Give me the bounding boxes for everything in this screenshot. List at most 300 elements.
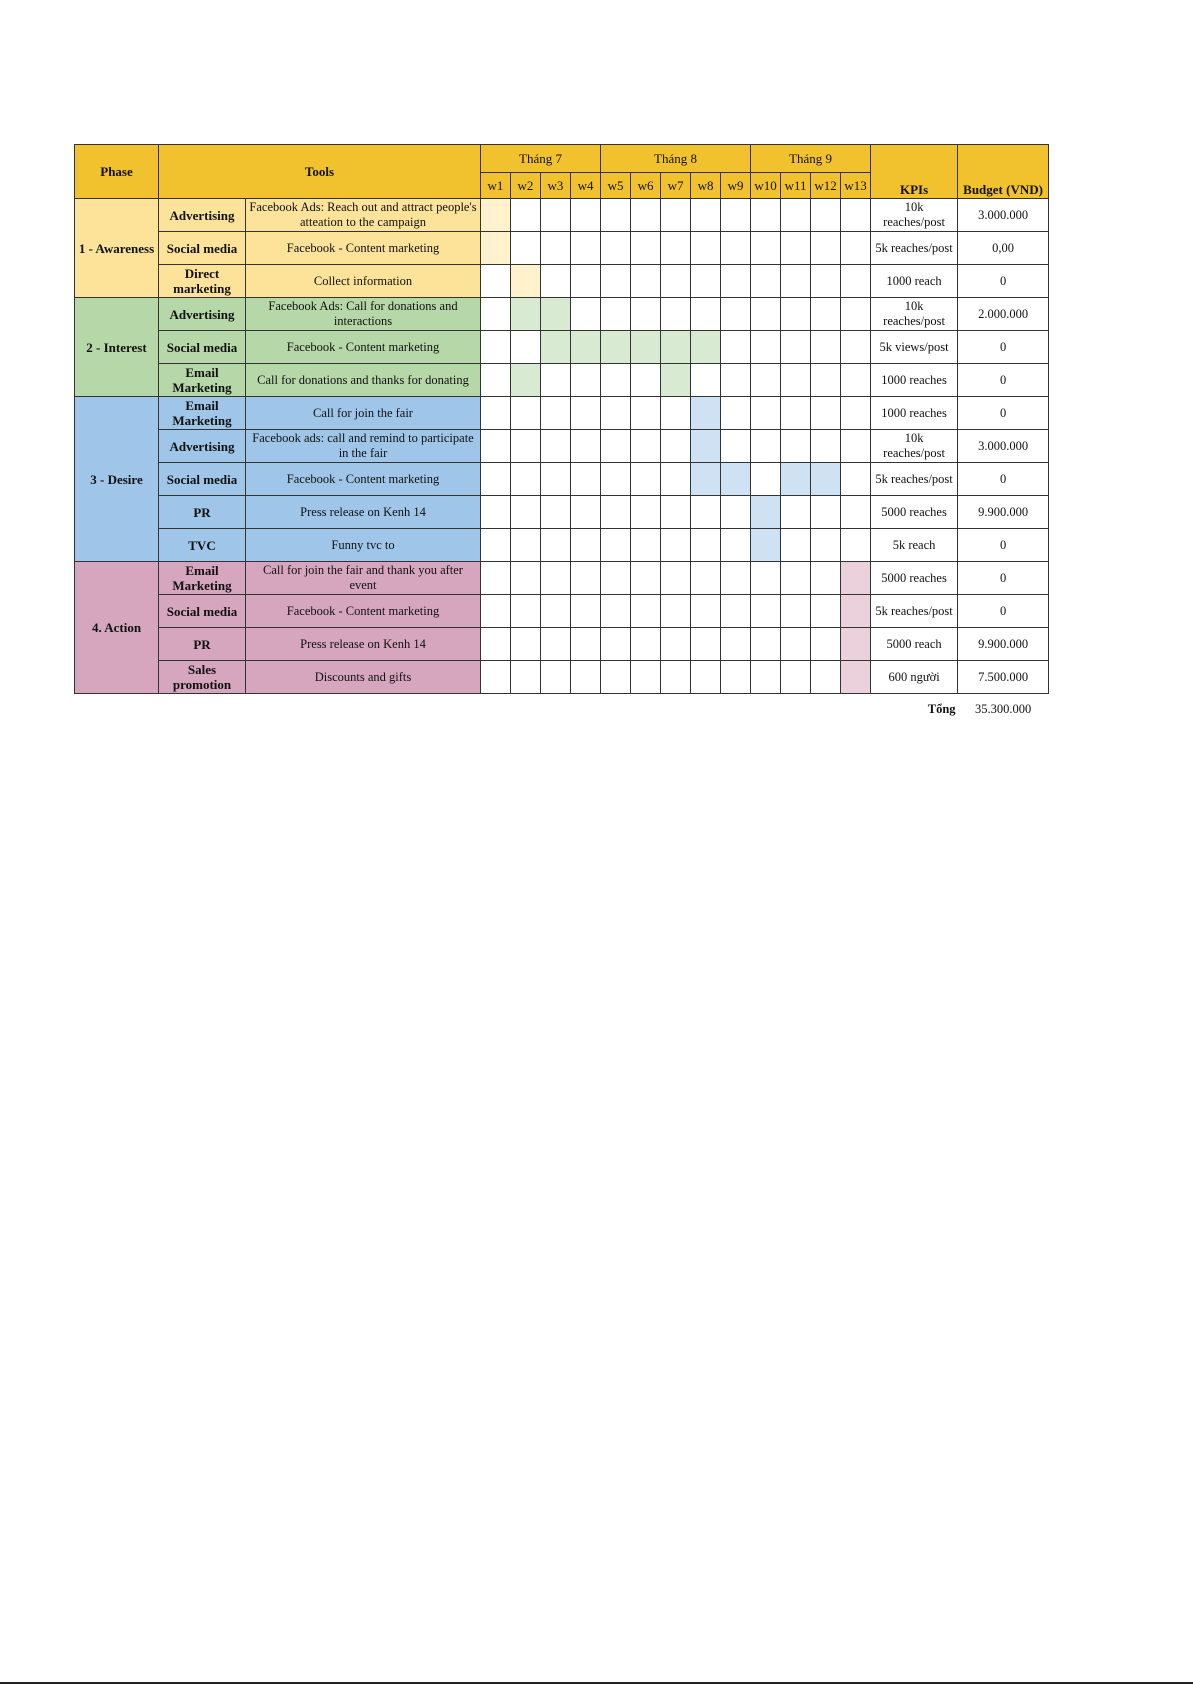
schedule-cell-w10 xyxy=(751,496,781,529)
schedule-cell-w7 xyxy=(661,364,691,397)
schedule-cell-w1 xyxy=(481,529,511,562)
tool-name: Advertising xyxy=(159,298,246,331)
schedule-cell-w4 xyxy=(571,661,601,694)
schedule-cell-w7 xyxy=(661,232,691,265)
schedule-cell-w7 xyxy=(661,529,691,562)
tool-name: Sales promotion xyxy=(159,661,246,694)
schedule-cell-w2 xyxy=(511,331,541,364)
schedule-cell-w6 xyxy=(631,397,661,430)
schedule-cell-w6 xyxy=(631,199,661,232)
schedule-cell-w12 xyxy=(811,199,841,232)
schedule-cell-w2 xyxy=(511,397,541,430)
schedule-cell-w13 xyxy=(841,265,871,298)
schedule-cell-w13 xyxy=(841,364,871,397)
header-month-9: Tháng 9 xyxy=(751,145,871,173)
kpi-value: 1000 reaches xyxy=(871,364,958,397)
schedule-cell-w8 xyxy=(691,298,721,331)
schedule-cell-w8 xyxy=(691,265,721,298)
table-row xyxy=(75,595,1049,628)
schedule-cell-w11 xyxy=(781,298,811,331)
table-row xyxy=(75,364,1049,397)
schedule-cell-w13 xyxy=(841,529,871,562)
schedule-cell-w4 xyxy=(571,529,601,562)
schedule-cell-w2 xyxy=(511,496,541,529)
schedule-cell-w7 xyxy=(661,199,691,232)
schedule-cell-w8 xyxy=(691,232,721,265)
schedule-cell-w7 xyxy=(661,298,691,331)
tool-name: Email Marketing xyxy=(159,397,246,430)
tool-name: Advertising xyxy=(159,199,246,232)
schedule-cell-w11 xyxy=(781,463,811,496)
header-week-4: w4 xyxy=(571,173,601,199)
schedule-cell-w6 xyxy=(631,529,661,562)
schedule-cell-w12 xyxy=(811,595,841,628)
schedule-cell-w13 xyxy=(841,232,871,265)
schedule-cell-w4 xyxy=(571,562,601,595)
schedule-cell-w10 xyxy=(751,529,781,562)
schedule-cell-w3 xyxy=(541,298,571,331)
tool-description: Call for donations and thanks for donating xyxy=(246,364,481,397)
schedule-cell-w10 xyxy=(751,463,781,496)
schedule-cell-w5 xyxy=(601,496,631,529)
table-row xyxy=(75,298,1049,331)
schedule-cell-w1 xyxy=(481,430,511,463)
schedule-cell-w10 xyxy=(751,628,781,661)
schedule-cell-w9 xyxy=(721,430,751,463)
tool-name: Social media xyxy=(159,463,246,496)
table-row xyxy=(75,496,1049,529)
budget-value: 7.500.000 xyxy=(958,661,1049,694)
schedule-cell-w6 xyxy=(631,463,661,496)
schedule-cell-w4 xyxy=(571,265,601,298)
schedule-cell-w1 xyxy=(481,364,511,397)
schedule-cell-w12 xyxy=(811,529,841,562)
header-week-3: w3 xyxy=(541,173,571,199)
page-bottom-rule xyxy=(0,1682,1193,1684)
schedule-cell-w9 xyxy=(721,397,751,430)
header-week-5: w5 xyxy=(601,173,631,199)
schedule-cell-w2 xyxy=(511,595,541,628)
schedule-cell-w12 xyxy=(811,628,841,661)
schedule-cell-w2 xyxy=(511,298,541,331)
schedule-cell-w9 xyxy=(721,496,751,529)
schedule-cell-w10 xyxy=(751,331,781,364)
schedule-cell-w3 xyxy=(541,397,571,430)
kpi-value: 5000 reaches xyxy=(871,496,958,529)
schedule-cell-w11 xyxy=(781,232,811,265)
phase-label: 2 - Interest xyxy=(75,298,159,397)
budget-value: 3.000.000 xyxy=(958,199,1049,232)
schedule-cell-w8 xyxy=(691,595,721,628)
header-phase: Phase xyxy=(75,145,159,199)
schedule-cell-w9 xyxy=(721,265,751,298)
schedule-cell-w13 xyxy=(841,430,871,463)
schedule-cell-w4 xyxy=(571,628,601,661)
header-week-2: w2 xyxy=(511,173,541,199)
table-row xyxy=(75,628,1049,661)
schedule-cell-w6 xyxy=(631,496,661,529)
tool-name: PR xyxy=(159,496,246,529)
schedule-cell-w10 xyxy=(751,232,781,265)
tool-description: Press release on Kenh 14 xyxy=(246,496,481,529)
schedule-cell-w9 xyxy=(721,529,751,562)
schedule-cell-w3 xyxy=(541,430,571,463)
schedule-cell-w4 xyxy=(571,496,601,529)
schedule-cell-w7 xyxy=(661,331,691,364)
schedule-cell-w13 xyxy=(841,199,871,232)
table-row xyxy=(75,463,1049,496)
schedule-cell-w8 xyxy=(691,628,721,661)
schedule-cell-w7 xyxy=(661,595,691,628)
schedule-cell-w6 xyxy=(631,430,661,463)
schedule-cell-w5 xyxy=(601,562,631,595)
kpi-value: 5k reaches/post xyxy=(871,595,958,628)
header-month-8: Tháng 8 xyxy=(601,145,751,173)
kpi-value: 5000 reach xyxy=(871,628,958,661)
schedule-cell-w12 xyxy=(811,232,841,265)
schedule-cell-w9 xyxy=(721,232,751,265)
schedule-cell-w8 xyxy=(691,562,721,595)
tool-name: PR xyxy=(159,628,246,661)
schedule-cell-w2 xyxy=(511,199,541,232)
budget-value: 0 xyxy=(958,364,1049,397)
schedule-cell-w12 xyxy=(811,496,841,529)
schedule-cell-w9 xyxy=(721,661,751,694)
schedule-cell-w1 xyxy=(481,628,511,661)
schedule-cell-w4 xyxy=(571,595,601,628)
schedule-cell-w12 xyxy=(811,331,841,364)
schedule-cell-w8 xyxy=(691,199,721,232)
kpi-value: 10k reaches/post xyxy=(871,430,958,463)
tool-description: Facebook - Content marketing xyxy=(246,595,481,628)
schedule-cell-w10 xyxy=(751,661,781,694)
schedule-cell-w3 xyxy=(541,562,571,595)
schedule-cell-w13 xyxy=(841,331,871,364)
schedule-cell-w5 xyxy=(601,595,631,628)
schedule-cell-w1 xyxy=(481,331,511,364)
header-week-12: w12 xyxy=(811,173,841,199)
plan-body xyxy=(75,199,1049,694)
schedule-cell-w10 xyxy=(751,562,781,595)
header-week-7: w7 xyxy=(661,173,691,199)
schedule-cell-w11 xyxy=(781,331,811,364)
schedule-cell-w1 xyxy=(481,661,511,694)
schedule-cell-w6 xyxy=(631,595,661,628)
schedule-cell-w13 xyxy=(841,661,871,694)
phase-label: 4. Action xyxy=(75,562,159,694)
schedule-cell-w9 xyxy=(721,298,751,331)
schedule-cell-w7 xyxy=(661,496,691,529)
tool-description: Facebook - Content marketing xyxy=(246,232,481,265)
budget-value: 0 xyxy=(958,595,1049,628)
schedule-cell-w4 xyxy=(571,232,601,265)
tool-description: Facebook - Content marketing xyxy=(246,463,481,496)
schedule-cell-w2 xyxy=(511,364,541,397)
tool-description: Discounts and gifts xyxy=(246,661,481,694)
schedule-cell-w5 xyxy=(601,628,631,661)
header-week-13: w13 xyxy=(841,173,871,199)
schedule-cell-w3 xyxy=(541,364,571,397)
schedule-cell-w5 xyxy=(601,298,631,331)
tool-name: Advertising xyxy=(159,430,246,463)
table-row xyxy=(75,265,1049,298)
schedule-cell-w9 xyxy=(721,364,751,397)
schedule-cell-w5 xyxy=(601,529,631,562)
schedule-cell-w1 xyxy=(481,463,511,496)
schedule-cell-w5 xyxy=(601,397,631,430)
schedule-cell-w7 xyxy=(661,265,691,298)
schedule-cell-w7 xyxy=(661,628,691,661)
schedule-cell-w4 xyxy=(571,397,601,430)
schedule-cell-w6 xyxy=(631,364,661,397)
schedule-cell-w2 xyxy=(511,529,541,562)
schedule-cell-w11 xyxy=(781,595,811,628)
table-row xyxy=(75,397,1049,430)
schedule-cell-w10 xyxy=(751,595,781,628)
schedule-cell-w3 xyxy=(541,199,571,232)
schedule-cell-w6 xyxy=(631,661,661,694)
schedule-cell-w10 xyxy=(751,199,781,232)
header-budget: Budget (VND) xyxy=(958,145,1049,199)
schedule-cell-w2 xyxy=(511,265,541,298)
schedule-cell-w13 xyxy=(841,595,871,628)
budget-value: 0 xyxy=(958,562,1049,595)
budget-value: 9.900.000 xyxy=(958,628,1049,661)
schedule-cell-w9 xyxy=(721,199,751,232)
schedule-cell-w1 xyxy=(481,298,511,331)
header-week-8: w8 xyxy=(691,173,721,199)
schedule-cell-w13 xyxy=(841,397,871,430)
schedule-cell-w8 xyxy=(691,496,721,529)
budget-value: 0 xyxy=(958,265,1049,298)
schedule-cell-w6 xyxy=(631,562,661,595)
schedule-cell-w5 xyxy=(601,265,631,298)
schedule-cell-w12 xyxy=(811,661,841,694)
tool-name: Email Marketing xyxy=(159,562,246,595)
schedule-cell-w3 xyxy=(541,232,571,265)
schedule-cell-w10 xyxy=(751,298,781,331)
budget-value: 0 xyxy=(958,463,1049,496)
tool-description: Facebook - Content marketing xyxy=(246,331,481,364)
header-week-1: w1 xyxy=(481,173,511,199)
tool-name: Email Marketing xyxy=(159,364,246,397)
schedule-cell-w1 xyxy=(481,199,511,232)
schedule-cell-w8 xyxy=(691,463,721,496)
schedule-cell-w3 xyxy=(541,496,571,529)
schedule-cell-w12 xyxy=(811,562,841,595)
schedule-cell-w6 xyxy=(631,628,661,661)
schedule-cell-w11 xyxy=(781,397,811,430)
phase-label: 1 - Awareness xyxy=(75,199,159,298)
schedule-cell-w2 xyxy=(511,430,541,463)
schedule-cell-w4 xyxy=(571,298,601,331)
kpi-value: 1000 reaches xyxy=(871,397,958,430)
schedule-cell-w12 xyxy=(811,265,841,298)
header-week-10: w10 xyxy=(751,173,781,199)
schedule-cell-w1 xyxy=(481,397,511,430)
schedule-cell-w10 xyxy=(751,364,781,397)
phase-label: 3 - Desire xyxy=(75,397,159,562)
schedule-cell-w10 xyxy=(751,397,781,430)
total-row xyxy=(75,694,1049,725)
schedule-cell-w13 xyxy=(841,628,871,661)
schedule-cell-w7 xyxy=(661,661,691,694)
header-month-7: Tháng 7 xyxy=(481,145,601,173)
kpi-value: 5k reach xyxy=(871,529,958,562)
tool-name: TVC xyxy=(159,529,246,562)
schedule-cell-w2 xyxy=(511,463,541,496)
schedule-cell-w11 xyxy=(781,265,811,298)
schedule-cell-w4 xyxy=(571,430,601,463)
schedule-cell-w6 xyxy=(631,331,661,364)
table-row xyxy=(75,199,1049,232)
table-row xyxy=(75,430,1049,463)
schedule-cell-w4 xyxy=(571,364,601,397)
schedule-cell-w3 xyxy=(541,628,571,661)
schedule-cell-w11 xyxy=(781,199,811,232)
kpi-value: 10k reaches/post xyxy=(871,199,958,232)
table-row xyxy=(75,331,1049,364)
kpi-value: 5k reaches/post xyxy=(871,232,958,265)
tool-description: Collect information xyxy=(246,265,481,298)
budget-value: 0 xyxy=(958,331,1049,364)
schedule-cell-w3 xyxy=(541,661,571,694)
schedule-cell-w9 xyxy=(721,331,751,364)
schedule-cell-w6 xyxy=(631,265,661,298)
schedule-cell-w9 xyxy=(721,628,751,661)
schedule-cell-w11 xyxy=(781,628,811,661)
schedule-cell-w5 xyxy=(601,331,631,364)
schedule-cell-w7 xyxy=(661,562,691,595)
schedule-cell-w4 xyxy=(571,463,601,496)
schedule-cell-w2 xyxy=(511,562,541,595)
schedule-cell-w3 xyxy=(541,463,571,496)
table-row xyxy=(75,562,1049,595)
schedule-cell-w11 xyxy=(781,496,811,529)
schedule-cell-w5 xyxy=(601,199,631,232)
schedule-cell-w13 xyxy=(841,496,871,529)
schedule-cell-w6 xyxy=(631,232,661,265)
schedule-cell-w2 xyxy=(511,232,541,265)
schedule-cell-w13 xyxy=(841,562,871,595)
schedule-cell-w3 xyxy=(541,265,571,298)
table-row xyxy=(75,529,1049,562)
schedule-cell-w3 xyxy=(541,331,571,364)
schedule-cell-w12 xyxy=(811,463,841,496)
schedule-cell-w13 xyxy=(841,463,871,496)
tool-name: Social media xyxy=(159,595,246,628)
tool-name: Social media xyxy=(159,232,246,265)
schedule-cell-w3 xyxy=(541,595,571,628)
schedule-cell-w2 xyxy=(511,661,541,694)
schedule-cell-w13 xyxy=(841,298,871,331)
schedule-cell-w8 xyxy=(691,529,721,562)
schedule-cell-w10 xyxy=(751,430,781,463)
schedule-cell-w1 xyxy=(481,232,511,265)
schedule-cell-w8 xyxy=(691,364,721,397)
schedule-cell-w11 xyxy=(781,661,811,694)
tool-description: Facebook Ads: Reach out and attract people's atteation to the campaign xyxy=(246,199,481,232)
schedule-cell-w8 xyxy=(691,430,721,463)
schedule-cell-w1 xyxy=(481,265,511,298)
schedule-cell-w5 xyxy=(601,364,631,397)
schedule-cell-w1 xyxy=(481,496,511,529)
schedule-cell-w2 xyxy=(511,628,541,661)
schedule-cell-w1 xyxy=(481,595,511,628)
tool-name: Social media xyxy=(159,331,246,364)
tool-description: Funny tvc to xyxy=(246,529,481,562)
schedule-cell-w7 xyxy=(661,463,691,496)
budget-value: 9.900.000 xyxy=(958,496,1049,529)
schedule-cell-w1 xyxy=(481,562,511,595)
schedule-cell-w5 xyxy=(601,661,631,694)
kpi-value: 600 người xyxy=(871,661,958,694)
kpi-value: 5k reaches/post xyxy=(871,463,958,496)
schedule-cell-w11 xyxy=(781,529,811,562)
table-row xyxy=(75,232,1049,265)
kpi-value: 5000 reaches xyxy=(871,562,958,595)
kpi-value: 10k reaches/post xyxy=(871,298,958,331)
header-row-months xyxy=(75,145,1049,173)
header-tools: Tools xyxy=(159,145,481,199)
tool-name: Direct marketing xyxy=(159,265,246,298)
budget-value: 0,00 xyxy=(958,232,1049,265)
schedule-cell-w3 xyxy=(541,529,571,562)
tool-description: Facebook ads: call and remind to participate in the fair xyxy=(246,430,481,463)
header-kpis: KPIs xyxy=(871,145,958,199)
schedule-cell-w4 xyxy=(571,331,601,364)
kpi-value: 1000 reach xyxy=(871,265,958,298)
schedule-cell-w12 xyxy=(811,298,841,331)
schedule-cell-w9 xyxy=(721,463,751,496)
schedule-cell-w8 xyxy=(691,661,721,694)
schedule-cell-w6 xyxy=(631,298,661,331)
header-week-11: w11 xyxy=(781,173,811,199)
header-week-9: w9 xyxy=(721,173,751,199)
budget-value: 3.000.000 xyxy=(958,430,1049,463)
budget-value: 2.000.000 xyxy=(958,298,1049,331)
schedule-cell-w5 xyxy=(601,232,631,265)
schedule-cell-w11 xyxy=(781,430,811,463)
tool-description: Call for join the fair xyxy=(246,397,481,430)
marketing-plan-table xyxy=(74,144,1049,724)
tool-description: Call for join the fair and thank you after event xyxy=(246,562,481,595)
schedule-cell-w9 xyxy=(721,562,751,595)
budget-value: 0 xyxy=(958,397,1049,430)
schedule-cell-w4 xyxy=(571,199,601,232)
schedule-cell-w8 xyxy=(691,331,721,364)
schedule-cell-w11 xyxy=(781,364,811,397)
kpi-value: 5k views/post xyxy=(871,331,958,364)
schedule-cell-w12 xyxy=(811,397,841,430)
tool-description: Press release on Kenh 14 xyxy=(246,628,481,661)
total-value: 35.300.000 xyxy=(974,701,1032,716)
schedule-cell-w9 xyxy=(721,595,751,628)
total-label: Tổng xyxy=(927,701,956,716)
schedule-cell-w5 xyxy=(601,430,631,463)
budget-value: 0 xyxy=(958,529,1049,562)
schedule-cell-w7 xyxy=(661,397,691,430)
schedule-cell-w12 xyxy=(811,364,841,397)
schedule-cell-w5 xyxy=(601,463,631,496)
table-row xyxy=(75,661,1049,694)
tool-description: Facebook Ads: Call for donations and interactions xyxy=(246,298,481,331)
schedule-cell-w11 xyxy=(781,562,811,595)
schedule-cell-w8 xyxy=(691,397,721,430)
header-week-6: w6 xyxy=(631,173,661,199)
schedule-cell-w7 xyxy=(661,430,691,463)
schedule-cell-w10 xyxy=(751,265,781,298)
